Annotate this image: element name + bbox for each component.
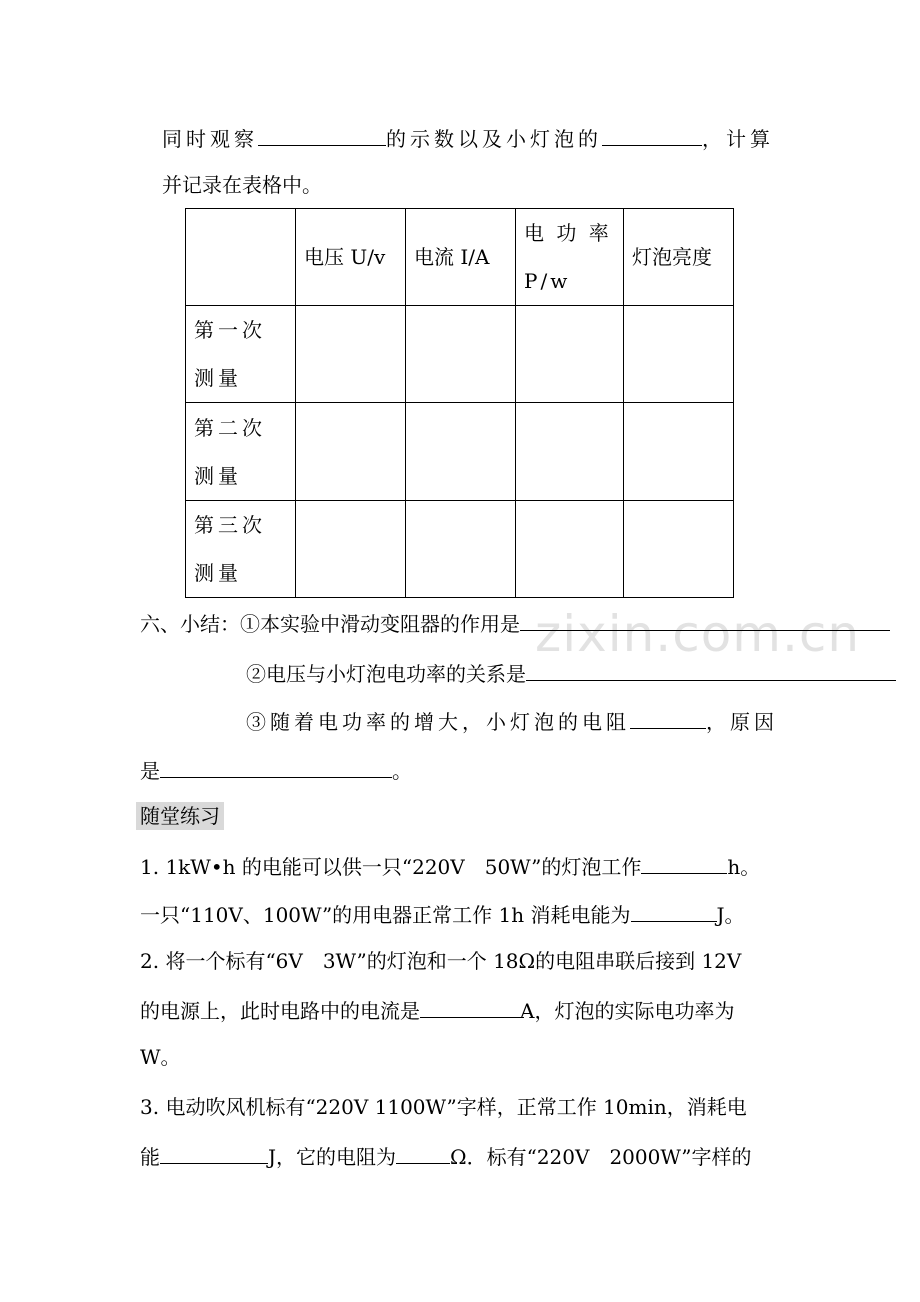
table-cell[interactable] bbox=[624, 403, 734, 501]
intro-line-1 bbox=[162, 123, 774, 151]
question-3-text: Ω．标有“220V 2000W”字样的 bbox=[450, 1145, 752, 1169]
question-3-text: 能 bbox=[140, 1145, 160, 1169]
table-cell[interactable] bbox=[516, 501, 624, 598]
answer-blank[interactable] bbox=[602, 123, 702, 146]
table-cell[interactable] bbox=[406, 306, 516, 403]
table-row bbox=[186, 403, 734, 501]
table-row-label: 第一次测量 bbox=[186, 306, 296, 403]
summary-item-3-cont: 是 bbox=[140, 759, 160, 783]
answer-blank[interactable] bbox=[396, 1141, 450, 1164]
unit-text: h。 bbox=[727, 855, 761, 879]
table-row-label: 第二次测量 bbox=[186, 403, 296, 501]
question-2-line-3: W。 bbox=[140, 1045, 181, 1069]
table-cell[interactable] bbox=[406, 501, 516, 598]
unit-text: J。 bbox=[716, 903, 745, 927]
table-cell[interactable] bbox=[406, 403, 516, 501]
table-cell[interactable] bbox=[516, 306, 624, 403]
summary-item-2: ②电压与小灯泡电功率的关系是 bbox=[246, 662, 526, 686]
question-1-line-1 bbox=[140, 851, 760, 879]
answer-blank[interactable] bbox=[526, 658, 896, 681]
answer-blank[interactable] bbox=[258, 123, 386, 146]
table-cell[interactable] bbox=[516, 403, 624, 501]
table-header-cell: 电 功 率 P/w bbox=[516, 209, 624, 306]
summary-item-3-text: ③随着电功率的增大，小灯泡的电阻 bbox=[246, 710, 630, 734]
summary-label: 六、小结： bbox=[140, 612, 240, 636]
question-2-line-2 bbox=[140, 995, 734, 1023]
answer-blank[interactable] bbox=[631, 899, 717, 922]
summary-line-2 bbox=[246, 658, 896, 686]
summary-item-3-reason: ，原因 bbox=[706, 710, 778, 734]
measurement-table bbox=[185, 208, 734, 598]
question-2-text: A，灯泡的实际电功率为 bbox=[520, 999, 735, 1023]
question-3-text: J，它的电阻为 bbox=[268, 1145, 397, 1169]
question-2-line-1: 2. 将一个标有“6V 3W”的灯泡和一个 18Ω的电阻串联后接到 12V bbox=[140, 949, 742, 973]
table-header-cell bbox=[186, 209, 296, 306]
answer-blank[interactable] bbox=[520, 608, 890, 631]
table-row bbox=[186, 501, 734, 598]
summary-line-4 bbox=[140, 755, 412, 783]
table-cell[interactable] bbox=[624, 306, 734, 403]
watermark: zixin.com.cn bbox=[535, 605, 861, 663]
summary-line-1 bbox=[140, 608, 890, 636]
table-cell[interactable] bbox=[296, 306, 406, 403]
table-row bbox=[186, 306, 734, 403]
question-1-text: 一只“110V、100W”的用电器正常工作 1h 消耗电能为 bbox=[140, 903, 631, 927]
answer-blank[interactable] bbox=[160, 755, 392, 778]
answer-blank[interactable] bbox=[420, 995, 520, 1018]
intro-text-c: ，计算 bbox=[702, 127, 774, 151]
question-1-text: 1. 1kW•h 的电能可以供一只“220V 50W”的灯泡工作 bbox=[140, 855, 642, 879]
table-cell[interactable] bbox=[296, 403, 406, 501]
question-1-line-2 bbox=[140, 899, 745, 927]
question-2-text: 的电源上，此时电路中的电流是 bbox=[140, 999, 420, 1023]
period: 。 bbox=[392, 759, 412, 783]
answer-blank[interactable] bbox=[160, 1141, 268, 1164]
answer-blank[interactable] bbox=[630, 706, 706, 729]
practice-heading-text: 随堂练习 bbox=[136, 802, 224, 830]
table-row-label: 第三次测量 bbox=[186, 501, 296, 598]
intro-text-b: 的示数以及小灯泡的 bbox=[386, 127, 602, 151]
table-header-row bbox=[186, 209, 734, 306]
table-header-cell: 电流 I/A bbox=[406, 209, 516, 306]
question-3-line-1: 3. 电动吹风机标有“220V 1100W”字样，正常工作 10min，消耗电 bbox=[140, 1095, 747, 1119]
table-cell[interactable] bbox=[296, 501, 406, 598]
question-3-line-2 bbox=[140, 1141, 752, 1169]
summary-item-1: ①本实验中滑动变阻器的作用是 bbox=[240, 612, 520, 636]
intro-text-a: 同时观察 bbox=[162, 127, 258, 151]
table-cell[interactable] bbox=[624, 501, 734, 598]
intro-line-2: 并记录在表格中。 bbox=[162, 173, 322, 197]
answer-blank[interactable] bbox=[641, 851, 727, 874]
summary-line-3 bbox=[246, 706, 778, 734]
practice-heading bbox=[136, 802, 224, 830]
table-header-cell: 电压 U/v bbox=[296, 209, 406, 306]
table-header-cell: 灯泡亮度 bbox=[624, 209, 734, 306]
